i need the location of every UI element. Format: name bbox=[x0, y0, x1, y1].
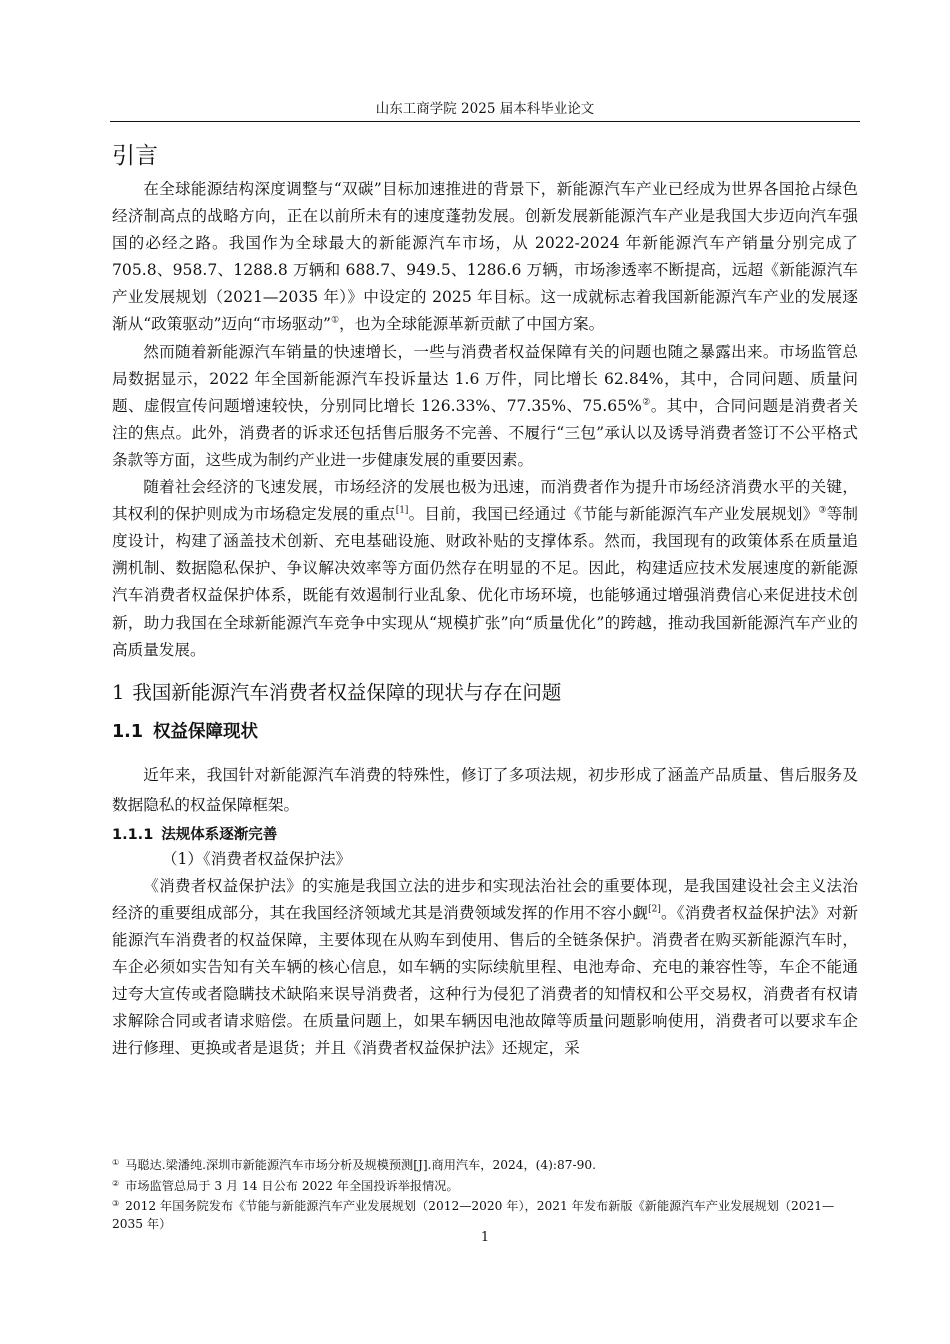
footnotes bbox=[112, 1154, 858, 1233]
intro-p2-tail: 。其中，合同问题是消费者关注的焦点。此外，消费者的诉求还包括售后服务不完善、不履行“三包”承认以及诱导消费者签订不公平格式条款等方面，这些成为制约产业进一步健康发展的重要因素。 bbox=[112, 396, 858, 469]
section-1-1-1-heading bbox=[112, 824, 858, 846]
intro-paragraph-3 bbox=[112, 474, 858, 664]
footnote-3-mark: ③ bbox=[112, 1199, 120, 1208]
section-1-heading bbox=[112, 678, 858, 708]
footnote-ref-1[interactable]: ① bbox=[331, 316, 340, 327]
section-1-1-title: 权益保障现状 bbox=[153, 721, 259, 742]
page-number: 1 bbox=[480, 1230, 490, 1245]
running-header: 山东工商学院 2025 届本科毕业论文 bbox=[375, 101, 595, 117]
section-1-1-1-title: 法规体系逐渐完善 bbox=[161, 826, 278, 843]
footnote-2-mark: ② bbox=[112, 1178, 120, 1188]
footnote-3-text: 2012 年国务院发布《节能与新能源汽车产业发展规划（2012—2020 年），2021 年发布新版《新能源汽车产业发展规划（2021—2035 年） bbox=[112, 1199, 835, 1231]
footnote-3 bbox=[112, 1195, 858, 1233]
section-1-title: 我国新能源汽车消费者权益保障的现状与存在问题 bbox=[132, 680, 562, 704]
footnote-1-mark: ① bbox=[112, 1158, 120, 1167]
section-1-1-1-paragraph bbox=[112, 873, 858, 1063]
intro-p2-text: 然而随着新能源汽车销量的快速增长，一些与消费者权益保障有关的问题也随之暴露出来。市场监管总局数据显示，2022 年全国新能源汽车投诉量达 1.6 万件，同比增长 62.84%，其中，合同问题、质量问题、虚假宣传问题增速较快，分别同比增长 126.33%、77.35%、75.65% bbox=[112, 342, 858, 415]
citation-ref-2[interactable]: [2] bbox=[648, 904, 661, 915]
footnote-ref-2[interactable]: ② bbox=[641, 397, 651, 408]
section-1-1-1-number: 1.1.1 bbox=[112, 826, 154, 843]
intro-p3-c: 等制度设计，构建了涵盖技术创新、充电基础设施、财政补贴的支撑体系。然而，我国现有的政策体系在质量追溯机制、数据隐私保护、争议解决效率等方面仍然存在明显的不足。因此，构建适应技术发展速度的新能源汽车消费者权益保护体系，既能有效遏制行业乱象、优化市场环境，也能够通过增强消费信心来促进技术创新，助力我国在全球新能源汽车竞争中实现从“规模扩张”向“质量优化”的跨越，推动我国新能源汽车产业的高质量发展。 bbox=[112, 505, 858, 659]
section-1-1-1-p-a: 《消费者权益保护法》的实施是我国立法的进步和实现法治社会的重要体现，是我国建设社会主义法治经济的重要组成部分，其在我国经济领域尤其是消费领域发挥的作用不容小觑 bbox=[112, 876, 858, 922]
section-1-number: 1 bbox=[112, 680, 125, 704]
footnote-1 bbox=[112, 1154, 858, 1175]
intro-heading: 引言 bbox=[112, 143, 158, 169]
intro-p1-text: 在全球能源结构深度调整与“双碳”目标加速推进的背景下，新能源汽车产业已经成为世界各国抢占绿色经济制高点的战略方向，正在以前所未有的速度蓬勃发展。创新发展新能源汽车产业是我国大步迈向汽车强国的必经之路。我国作为全球最大的新能源汽车市场，从 2022-2024 年新能源汽车产销量分别完成了 705.8、958.7、1288.8 万辆和 688.7、949.5、1286.6 万辆，市场渗透率不断提高，远超《新能源汽车产业发展规划（2021—2035 年）》中设定的 2025 年目标。这一成就标志着我国新能源汽车产业的发展逐渐从“政策驱动”迈向“市场驱动” bbox=[112, 180, 858, 334]
intro-paragraph-1 bbox=[112, 176, 858, 339]
section-1-1-number: 1.1 bbox=[112, 721, 144, 742]
intro-p3-b: 。目前，我国已经通过《节能与新能源汽车产业发展规划》 bbox=[408, 505, 819, 524]
intro-p3-a: 随着社会经济的飞速发展，市场经济的发展也极为迅速，而消费者作为提升市场经济消费水平的关键，其权利的保护则成为市场稳定发展的重点 bbox=[112, 478, 858, 524]
citation-ref-1[interactable]: [1] bbox=[395, 505, 409, 516]
footnote-1-text: 马聪达.梁潘纯.深圳市新能源汽车市场分析及规模预测[J].商用汽车，2024，(4):87-90. bbox=[125, 1158, 597, 1172]
section-1-1-1-p-b: 。《消费者权益保护法》对新能源汽车消费者的权益保障，主要体现在从购车到使用、售后的全链条保护。消费者在购买新能源汽车时，车企必须如实告知有关车辆的核心信息，如车辆的实际续航里程、电池寿命、充电的兼容性等，车企不能通过夸大宣传或者隐瞒技术缺陷来误导消费者，这种行为侵犯了消费者的知情权和公平交易权，消费者有权请求解除合同或者请求赔偿。在质量问题上，如果车辆因电池故障等质量问题影响使用，消费者可以要求车企进行修理、更换或者是退货；并且《消费者权益保护法》还规定，采 bbox=[112, 903, 858, 1058]
footnote-ref-3[interactable]: ③ bbox=[818, 505, 827, 516]
footnote-2-text: 市场监管总局于 3 月 14 日公布 2022 年全国投诉举报情况。 bbox=[125, 1178, 459, 1193]
intro-paragraph-2 bbox=[112, 339, 858, 474]
intro-p1-tail: ，也为全球能源革新贡献了中国方案。 bbox=[339, 315, 605, 334]
list-item-law: （1）《消费者权益保护法》 bbox=[161, 849, 352, 868]
header-rule bbox=[110, 121, 860, 122]
section-1-1-heading bbox=[112, 718, 858, 746]
footnote-2 bbox=[112, 1175, 858, 1196]
section-1-1-paragraph: 近年来，我国针对新能源汽车消费的特殊性，修订了多项法规，初步形成了涵盖产品质量、售后服务及数据隐私的权益保障框架。 bbox=[112, 765, 858, 814]
body-content bbox=[112, 138, 858, 1062]
